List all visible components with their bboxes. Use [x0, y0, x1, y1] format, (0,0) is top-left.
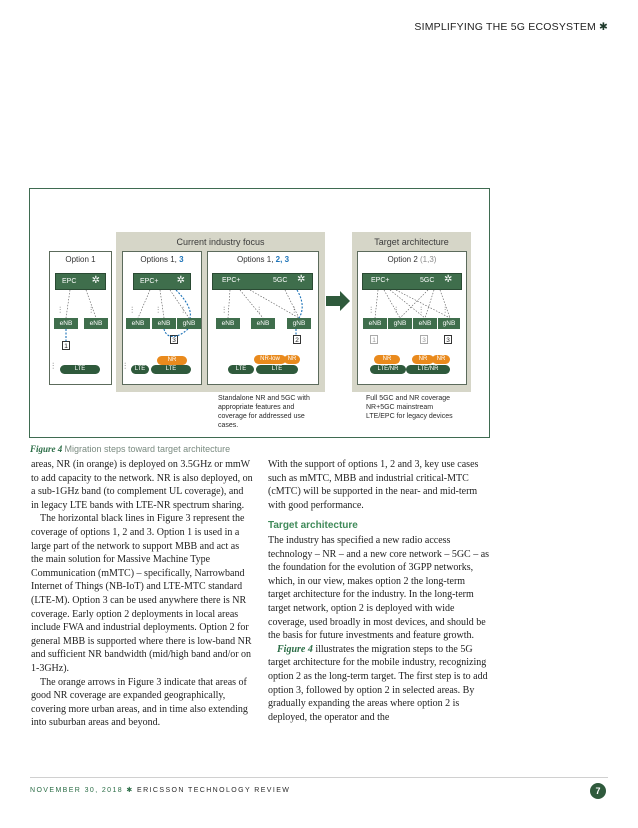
paragraph: The horizontal black lines in Figure 3 represent the coverage of options 1, 2 and 3. Option 1 is used in a large part of the network to support MBB and act as the main solution for Massive Machine Type Communication (mMTC) – specifically, Narrowband Internet of Things (NB-IoT) and LTE-MTC standard (LTE-M). Option 3 can be used anywhere there is NR coverage. Early option 2 deployments in local areas include FWA and industrial deployments. Option 2 for general MBB is supported where there is low-band NR and sufficient NR bandwidth (mid/high band and/or on 1-3GHz).	[31, 513, 252, 674]
antenna-icon: ⫶	[444, 305, 447, 315]
paragraph: areas, NR (in orange) is deployed on 3.5GHz or mmW to add capacity to the network. NR is also deployed, on a sub-1GHz band (to complement UL coverage), and in legacy LTE bands with LTE-NR spectrum sharing.	[31, 459, 253, 511]
figure-caption	[30, 444, 230, 454]
lte-coverage: LTE	[151, 365, 191, 374]
figure-note-right: Full 5GC and NR coverage NR+5GC mainstream LTE/EPC for legacy devices	[366, 395, 453, 420]
antenna-icon: ⫶	[370, 305, 373, 315]
ericsson-star-icon: ✱	[599, 21, 608, 33]
antenna-icon: ⫶	[223, 305, 226, 315]
nr-coverage: NR	[432, 355, 450, 364]
footer-divider	[30, 777, 608, 778]
5gc-label: 5GC	[273, 277, 288, 284]
antenna-icon: ⫶	[90, 305, 93, 315]
network-hub-icon: ✲	[297, 274, 306, 285]
network-hub-icon: ✲	[91, 275, 100, 286]
gnb-node: gNB	[388, 318, 412, 329]
network-hub-icon: ✲	[176, 275, 185, 286]
network-hub-icon: ✲	[444, 274, 453, 285]
antenna-icon: ⫶	[182, 305, 185, 315]
enb-node: eNB	[216, 318, 240, 329]
enb-node: eNB	[251, 318, 275, 329]
paragraph: The industry has specified a new radio access technology – NR – and a new core network – 5GC – as the foundation for the evolution of 3GPP networks, which, in our view, makes option 2 the long-term target architecture for the industry. In the long-term target network, option 2 is deployed with wide coverage, used broadly in most devices, and should be the basis for future investments and feature growth.	[268, 534, 490, 642]
section-heading: Target architecture	[268, 520, 358, 532]
antenna-icon: ⫶	[420, 305, 423, 315]
option-number-badge: 3	[420, 335, 428, 344]
nr-coverage: NR	[157, 356, 187, 365]
option-number-badge: 3	[444, 335, 452, 344]
paragraph: Figure 4 illustrates the migration steps to the 5G target architecture for the mobile industry, recognizing option 2 as the long-term target. The first step is to add option 3, followed by option 2 in selected areas. By gradually expanding the areas where option 2 is deployed, the operator and the	[268, 643, 488, 723]
option-number-badge: 1	[62, 341, 70, 350]
enb-node: eNB	[363, 318, 387, 329]
enb-node: eNB	[84, 318, 108, 329]
paragraph: The orange arrows in Figure 3 indicate that areas of good NR coverage are expanded geographically, covering more urban areas, and in time also extending into suburban areas and beyond.	[31, 676, 248, 729]
lte-coverage: LTE	[256, 365, 298, 374]
device-icon: ⫶	[52, 361, 55, 371]
antenna-icon: ⫶	[131, 305, 134, 315]
nr-coverage: NR	[284, 355, 300, 364]
gnb-node: gNB	[287, 318, 311, 329]
5gc-label: 5GC	[420, 277, 435, 284]
page-number: 7	[590, 783, 606, 799]
right-column	[268, 458, 490, 724]
enb-node: eNB	[152, 318, 176, 329]
left-column	[31, 458, 253, 730]
header-title: SIMPLIFYING THE 5G ECOSYSTEM	[414, 21, 596, 33]
gnb-node: gNB	[438, 318, 460, 329]
target-architecture-label: Target architecture	[374, 237, 449, 247]
nr-low-coverage: NR-low	[254, 355, 286, 364]
option-number-badge: 2	[293, 335, 301, 344]
option-number-badge: 3	[170, 335, 178, 344]
figure-caption-text: Migration steps toward target architecture	[64, 444, 231, 454]
panel-4-title: Option 2 (1,3)	[387, 255, 437, 264]
panel-1-title: Option 1	[65, 255, 96, 264]
panel-3-title: Options 1, 2, 3	[236, 255, 290, 264]
current-focus-label: Current industry focus	[176, 237, 265, 247]
panel-2-title: Options 1, 3	[140, 255, 184, 264]
antenna-icon: ⫶	[157, 305, 160, 315]
epc-plus-label: EPC+	[140, 278, 159, 285]
enb-node: eNB	[126, 318, 150, 329]
figure-reference: Figure 4	[277, 643, 313, 655]
lte-nr-coverage: LTE/NR	[406, 365, 450, 374]
nr-coverage: NR	[412, 355, 434, 364]
nr-coverage: NR	[374, 355, 400, 364]
epc-plus-label: EPC+	[222, 277, 241, 284]
antenna-icon: ⫶	[59, 305, 62, 315]
antenna-icon: ⫶	[258, 305, 261, 315]
issue-date: NOVEMBER 30, 2018	[30, 787, 124, 794]
enb-node: eNB	[54, 318, 78, 329]
epc-label: EPC	[62, 278, 77, 285]
antenna-icon: ⫶	[395, 305, 398, 315]
ericsson-star-icon: ✱	[126, 787, 134, 794]
gnb-node: gNB	[177, 318, 201, 329]
publication-name: ERICSSON TECHNOLOGY REVIEW	[137, 787, 291, 794]
lte-coverage: LTE	[131, 365, 149, 374]
option-number-badge: 1	[370, 335, 378, 344]
figure-note-left: Standalone NR and 5GC with appropriate features and coverage for addressed use cases.	[218, 395, 310, 429]
epc-plus-label: EPC+	[371, 277, 390, 284]
lte-coverage: LTE	[60, 365, 100, 374]
figure-number: Figure 4	[30, 444, 63, 454]
enb-node: eNB	[413, 318, 437, 329]
paragraph: With the support of options 1, 2 and 3, key use cases such as mMTC, MBB and industrial critical-MTC (cMTC) will be supported in the near- and mid-term with good performance.	[268, 459, 479, 511]
footer	[30, 786, 290, 794]
lte-coverage: LTE	[228, 365, 254, 374]
device-icon: ⫶	[124, 361, 127, 371]
lte-nr-coverage: LTE/NR	[370, 365, 406, 374]
antenna-icon: ⫶	[293, 305, 296, 315]
